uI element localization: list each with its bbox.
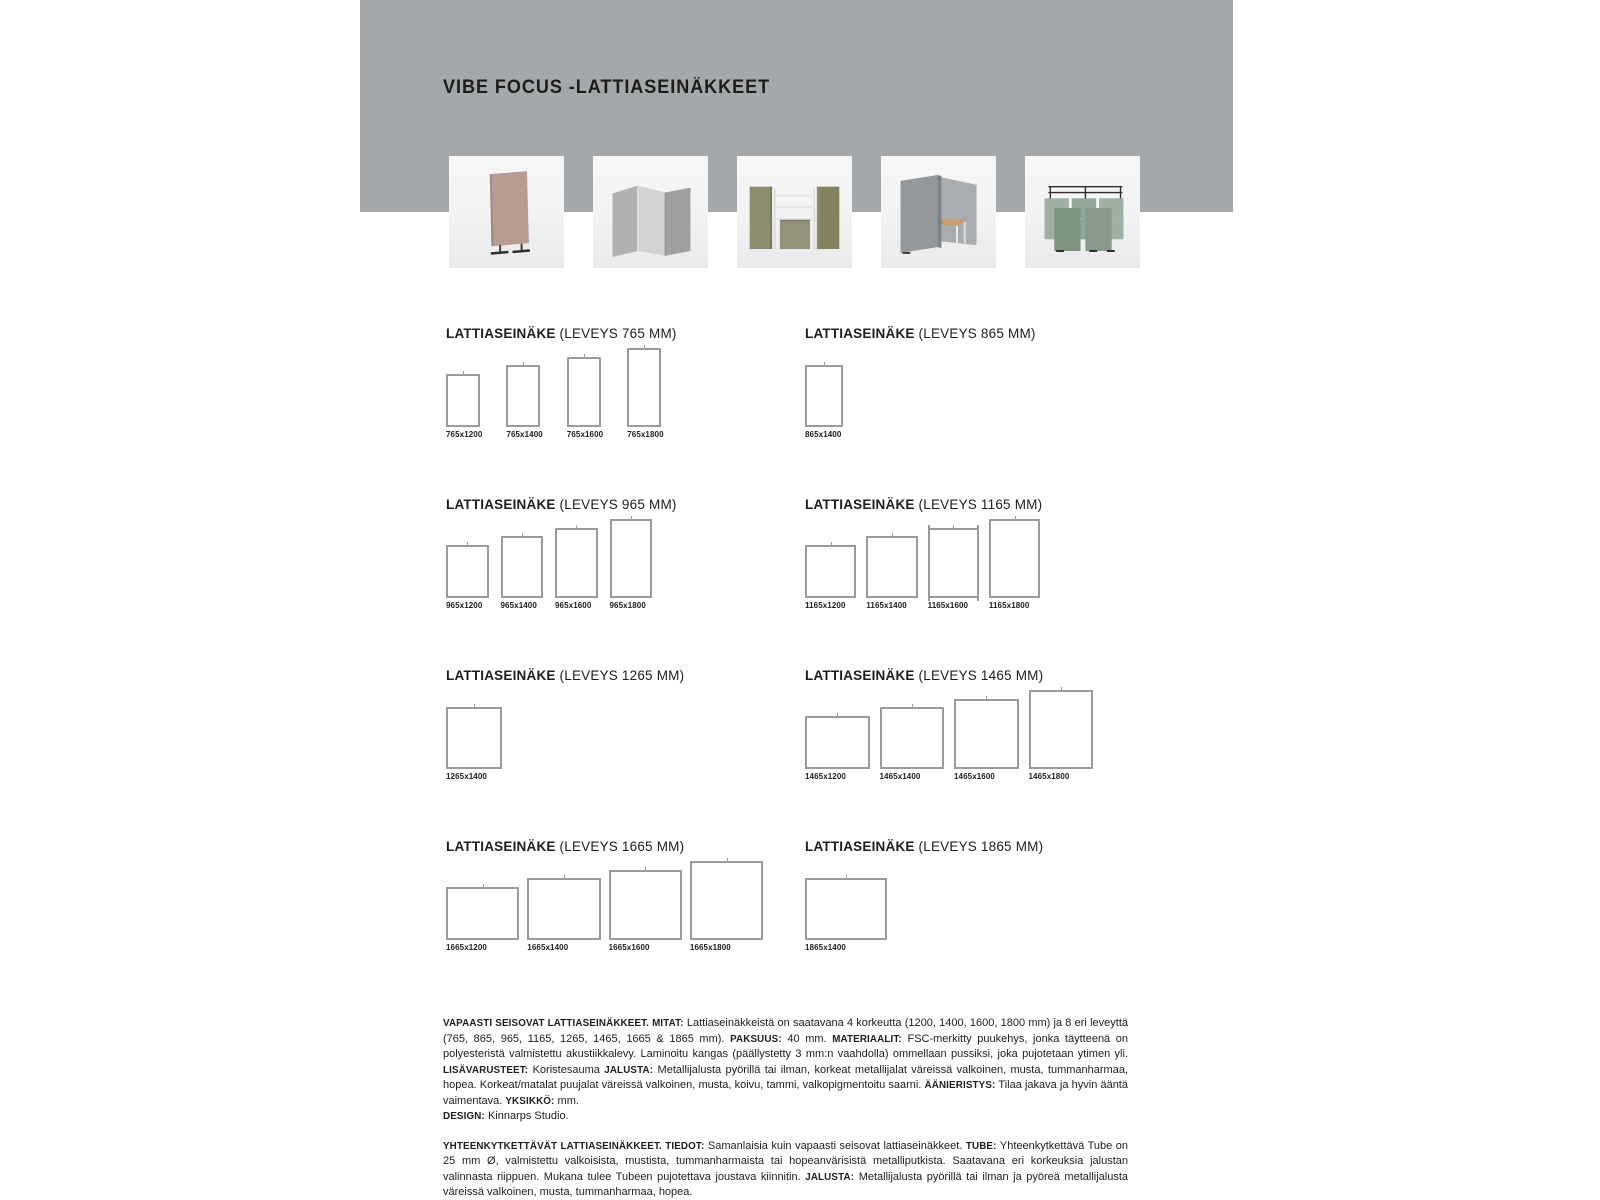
- size-rect: [989, 519, 1040, 598]
- size-option: [1029, 690, 1094, 781]
- spec-paragraph-linkable: YHTEENKYTKETTÄVÄT LATTIASEINÄKKEET. TIEDOT: Samanlaisia kuin vapaasti seisovat lattiaseinäkkeet. TUBE: Yhteenkytkettävä Tube on 25 mm Ø, valmistettu valkoisista, mustista, tummanharmaista tai hopeanvärisistä metalliputkista. Saatavana eri korkeuksia jalustan valinnasta riippuen. Mukana tulee Tubeen pujotettava joustava kiinnitin. JALUSTA: Metallijalusta pyörillä tai ilman ja pyöreä metallijalusta väreissä valkoinen, musta, tummanharmaa, hopea.: [443, 1139, 1128, 1198]
- section-title: LATTIASEINÄKE (LEVEYS 1865 MM): [805, 839, 1044, 854]
- size-label: 1165x1600: [927, 601, 969, 610]
- product-thumbnail-desk-booth: [881, 156, 996, 268]
- size-label: 1465x1800: [1028, 772, 1070, 781]
- size-option: [555, 528, 598, 610]
- product-thumbnail-shelving-screens: [737, 156, 852, 268]
- measure-tick: [977, 525, 979, 601]
- size-section: [446, 839, 805, 1010]
- section-title: LATTIASEINÄKE (LEVEYS 1265 MM): [446, 668, 685, 683]
- size-section: [446, 326, 805, 497]
- product-thumbnails: [449, 156, 1140, 268]
- product-thumbnail-linked-cubicles: [1025, 156, 1140, 268]
- size-diagram: [446, 870, 805, 952]
- size-option: [567, 357, 603, 439]
- size-rect: [567, 357, 601, 427]
- size-rect: [805, 878, 887, 940]
- size-rect: [610, 519, 653, 598]
- section-title: LATTIASEINÄKE (LEVEYS 1665 MM): [446, 839, 685, 854]
- size-sections-grid: [446, 326, 1225, 1010]
- size-label: 1265x1400: [446, 772, 487, 781]
- size-label: 965x1400: [500, 601, 537, 610]
- size-diagram: [805, 870, 1225, 952]
- size-option: [610, 519, 653, 610]
- size-option: [989, 519, 1040, 610]
- size-rect: [928, 528, 979, 598]
- size-section: [805, 326, 1225, 497]
- size-option: [506, 365, 542, 439]
- size-label: 765x1400: [506, 430, 543, 439]
- size-diagram: [446, 699, 805, 781]
- size-label: 965x1200: [446, 601, 483, 610]
- size-label: 765x1200: [446, 430, 483, 439]
- product-thumbnail-freestanding-screen: [449, 156, 564, 268]
- size-rect: [690, 861, 763, 940]
- size-label: 1465x1200: [805, 772, 846, 781]
- size-label: 1465x1600: [954, 772, 995, 781]
- size-label: 1665x1400: [527, 943, 569, 952]
- size-option: [690, 861, 763, 952]
- size-label: 765x1800: [627, 430, 664, 439]
- size-rect: [805, 545, 856, 598]
- size-rect: [866, 536, 917, 598]
- size-label: 765x1600: [566, 430, 604, 439]
- size-label: 1165x1400: [866, 601, 907, 610]
- size-option: [527, 878, 600, 952]
- measure-tick: [928, 525, 930, 601]
- freestanding-floor-screen-image: [449, 156, 564, 268]
- size-option: [805, 545, 856, 610]
- product-thumbnail-zigzag-screens: [593, 156, 708, 268]
- size-option: [928, 528, 979, 610]
- design-credit: DESIGN: Kinnarps Studio.: [443, 1110, 569, 1122]
- size-diagram: [446, 357, 805, 439]
- size-option: [805, 878, 887, 952]
- section-title: LATTIASEINÄKE (LEVEYS 765 MM): [446, 326, 677, 341]
- size-rect: [506, 365, 540, 427]
- size-rect: [446, 887, 519, 940]
- size-option: [446, 545, 489, 610]
- size-option: [954, 699, 1019, 781]
- size-option: [446, 374, 482, 439]
- size-rect: [446, 707, 502, 769]
- size-label: 1665x1600: [608, 943, 650, 952]
- linked-screen-cubicles-image: [1025, 156, 1140, 268]
- size-option: [501, 536, 544, 610]
- size-rect: [609, 870, 682, 940]
- size-label: 1165x1200: [805, 601, 846, 610]
- size-label: 1465x1400: [879, 772, 921, 781]
- spec-paragraph-freestanding: VAPAASTI SEISOVAT LATTIASEINÄKKEET. MITAT: Lattiaseinäkkeistä on saatavana 4 korkeutta (1200, 1400, 1600, 1800 mm) ja 8 eri leveyttä (765, 865, 965, 1165, 1265, 1465, 1665 & 1865 mm). PAKSUUS: 40 mm. MATERIAALIT: FSC-merkitty puukehys, jonka täytteenä on polyesteristä valmistettu akustiikkalevy. Laminoitu kangas (päällystetty 3 mm:n vaahdolla) ommellaan pussiksi, joka pujotetaan ytimen yli. LISÄVARUSTEET: Koristesauma JALUSTA: Metallijalusta pyörillä tai ilman, korkeat metallijalat väreissä valkoinen, musta, tummanharmaa, hopea. Korkeat/matalat puujalat väreissä valkoinen, musta, koivu, tammi, valkopigmentoitu saarni. ÄÄNIERISTYS: Tilaa jakava ja hyvin ääntä vaimentava. YKSIKKÖ: mm.: [443, 1017, 1129, 1107]
- section-title: LATTIASEINÄKE (LEVEYS 1165 MM): [805, 497, 1043, 512]
- size-label: 1165x1800: [988, 601, 1030, 610]
- section-title: LATTIASEINÄKE (LEVEYS 965 MM): [446, 497, 677, 512]
- size-section: [446, 497, 805, 668]
- size-option: [866, 536, 917, 610]
- size-section: [805, 668, 1225, 839]
- size-label: 965x1600: [555, 601, 592, 610]
- size-option: [880, 707, 945, 781]
- desk-booth-screens-image: [881, 156, 996, 268]
- size-diagram: [805, 528, 1225, 610]
- section-title: LATTIASEINÄKE (LEVEYS 865 MM): [805, 326, 1036, 341]
- size-label: 865x1400: [805, 430, 842, 439]
- size-rect: [446, 374, 480, 427]
- size-option: [805, 365, 843, 439]
- size-diagram: [805, 357, 1225, 439]
- size-section: [446, 668, 805, 839]
- size-option: [627, 348, 663, 439]
- size-option: [805, 716, 870, 781]
- size-diagram: [805, 699, 1225, 781]
- size-rect: [501, 536, 544, 598]
- size-section: [805, 497, 1225, 668]
- size-rect: [446, 545, 489, 598]
- size-option: [609, 870, 682, 952]
- size-label: 965x1800: [609, 601, 646, 610]
- size-rect: [627, 348, 661, 427]
- page-title: VIBE FOCUS -LATTIASEINÄKKEET: [443, 77, 771, 98]
- size-label: 1665x1800: [689, 943, 731, 952]
- size-option: [446, 887, 519, 952]
- size-rect: [880, 707, 945, 769]
- size-label: 1865x1400: [805, 943, 846, 952]
- size-rect: [805, 365, 843, 427]
- size-option: [446, 707, 502, 781]
- screens-with-shelving-image: [737, 156, 852, 268]
- zigzag-folding-screens-image: [593, 156, 708, 268]
- section-title: LATTIASEINÄKE (LEVEYS 1465 MM): [805, 668, 1044, 683]
- specs-footer: [443, 1016, 1128, 1200]
- size-label: 1665x1200: [446, 943, 487, 952]
- size-section: [805, 839, 1225, 1010]
- size-diagram: [446, 528, 805, 610]
- size-rect: [805, 716, 870, 769]
- size-rect: [1029, 690, 1094, 769]
- size-rect: [527, 878, 600, 940]
- size-rect: [555, 528, 598, 598]
- size-rect: [954, 699, 1019, 769]
